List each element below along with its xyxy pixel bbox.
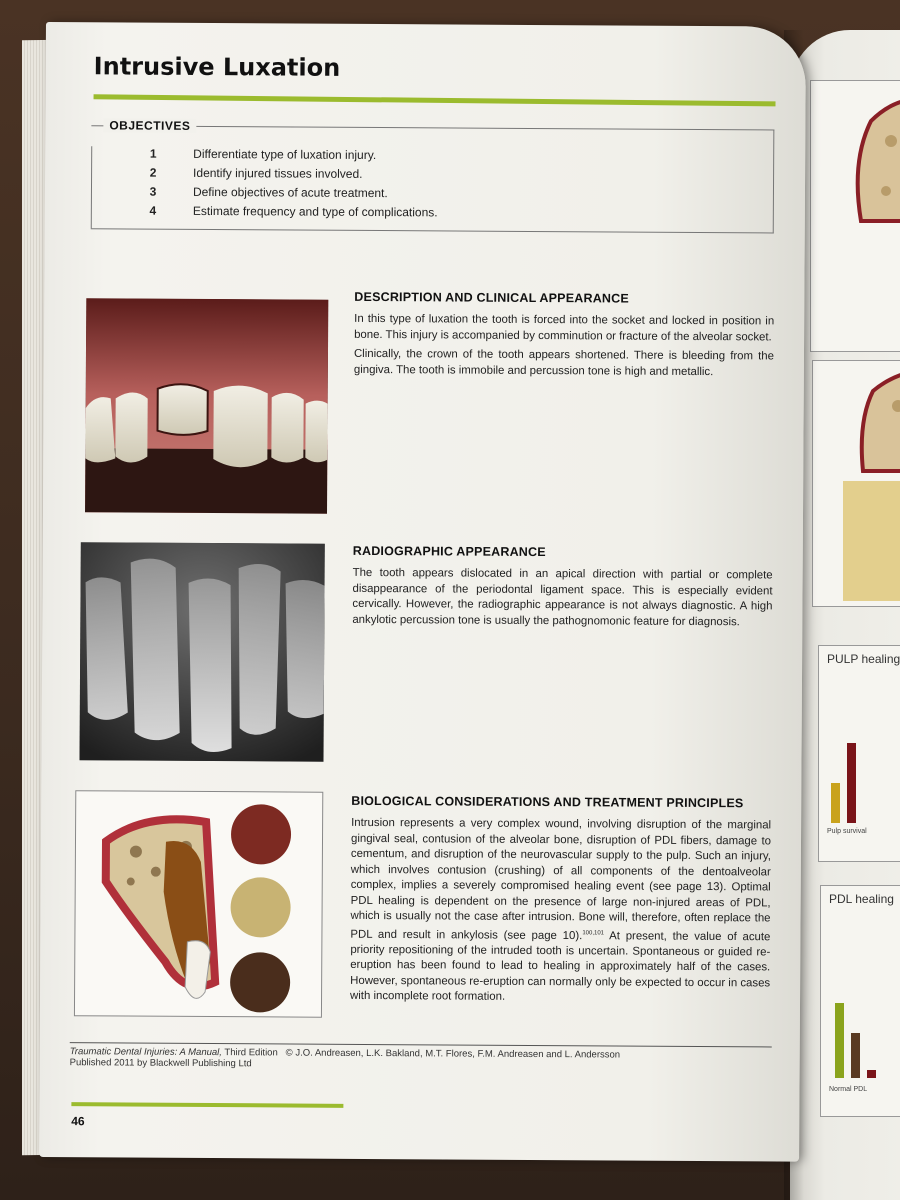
objective-text: Estimate frequency and type of complications. xyxy=(192,203,438,219)
tooth-illustration xyxy=(74,790,323,1018)
objective-text: Differentiate type of luxation injury. xyxy=(193,146,377,162)
page-title: Intrusive Luxation xyxy=(93,52,341,82)
pdl-healing-title: PDL healing xyxy=(829,892,894,906)
book-title: Traumatic Dental Injuries: A Manual, xyxy=(69,1046,222,1059)
objectives-box xyxy=(91,118,775,233)
pdl-bar-2 xyxy=(851,1033,860,1078)
page-number-rule xyxy=(71,1102,343,1108)
section-heading: DESCRIPTION AND CLINICAL APPEARANCE xyxy=(354,289,629,306)
page-number: 46 xyxy=(71,1114,85,1129)
pulp-healing-title: PULP healing xyxy=(827,652,900,666)
paragraph: Clinically, the crown of the tooth appears shortened. There is bleeding from the gingiva. The tooth is immobile and percussion tone is high and metallic. xyxy=(353,347,775,378)
facing-illustration-top xyxy=(810,80,900,352)
book-authors: © J.O. Andreasen, L.K. Bakland, M.T. Flores, F.M. Andreasen and L. Andersson xyxy=(285,1047,621,1061)
book-publisher: Published 2011 by Blackwell Publishing Ltd xyxy=(69,1057,252,1070)
facing-illustration-middle xyxy=(812,360,900,607)
pulp-healing-panel xyxy=(818,645,900,862)
objective-number: 1 xyxy=(149,146,157,161)
objective-number: 4 xyxy=(149,203,157,218)
section-heading: BIOLOGICAL CONSIDERATIONS AND TREATMENT PRINCIPLES xyxy=(351,793,744,811)
teeth-photo-icon xyxy=(85,298,328,513)
pulp-legend: Pulp survival xyxy=(827,828,867,835)
paragraph xyxy=(350,816,771,1007)
pdl-bar-1 xyxy=(835,1003,844,1078)
pdl-bar-3 xyxy=(867,1070,876,1078)
objective-text: Identify injured tissues involved. xyxy=(193,165,363,181)
pulp-bar-1 xyxy=(831,783,840,823)
bone-illustration-icon xyxy=(811,81,900,351)
book-edition: Third Edition xyxy=(221,1047,278,1059)
title-rule xyxy=(94,94,776,106)
bone-illustration-icon xyxy=(813,361,900,606)
reference-superscript: 100,101 xyxy=(582,929,605,936)
radiograph-image xyxy=(79,542,324,761)
objective-number: 2 xyxy=(149,165,157,180)
facing-page xyxy=(790,30,900,1200)
objectives-list xyxy=(131,144,751,224)
section-body xyxy=(350,816,771,1007)
section-body xyxy=(354,312,774,381)
footer-citation xyxy=(70,1046,770,1072)
objective-number: 3 xyxy=(149,184,157,199)
objective-text: Define objectives of acute treatment. xyxy=(192,184,388,200)
section-body xyxy=(352,566,772,631)
paragraph: In this type of luxation the tooth is forced into the socket and locked in position in bone. This injury is accompanied by comminution or fracture of the alveolar socket. xyxy=(354,312,775,343)
pdl-legend: Normal PDL xyxy=(829,1086,868,1093)
book-page xyxy=(39,22,806,1162)
objectives-label: OBJECTIVES xyxy=(103,118,196,133)
section-description xyxy=(354,290,775,385)
pdl-healing-panel xyxy=(820,885,900,1117)
intrusion-diagram-icon xyxy=(75,791,322,1016)
paragraph-part: At present, the value of acute priority repositioning of the intruded tooth is uncertain. Spontaneous or guided re-eruption has been found to lead to healing in approximately half of the cases. However, spontaneous re-eruption can normally only be expected to occur in cases with incomplete root formation. xyxy=(350,929,771,1004)
pulp-bar-2 xyxy=(847,743,856,823)
paragraph-part: Intrusion represents a very complex wound, involving disruption of the marginal gingival seal, contusion of the alveolar bone, disruption of PDL fibers, damage to cementum, and disruption of the neurovascular supply to the pulp. Such an injury, which involves contusion (crushing) of all components of the dentoalveolar complex, implies a severely compromised healing event (see page 13). Optimal PDL healing is dependent on the presence of large non-injured areas of PDL, which is usually not the case after intrusion. Bone will, therefore, often replace the PDL and result in ankylosis (see page 10). xyxy=(350,816,772,942)
section-heading: RADIOGRAPHIC APPEARANCE xyxy=(352,543,546,560)
list-item xyxy=(131,201,751,224)
xray-icon xyxy=(79,542,324,761)
section-radiographic xyxy=(352,544,773,635)
paragraph: The tooth appears dislocated in an apical direction with partial or complete disappearance of the periodontal ligament space. This is especially evident cervically. However, the radiographic appearance is not always diagnostic. A high ankylotic percussion tone is usually the pathognomonic feature for diagnosis. xyxy=(352,566,773,628)
section-biological xyxy=(350,794,771,1011)
clinical-photo xyxy=(85,298,328,513)
